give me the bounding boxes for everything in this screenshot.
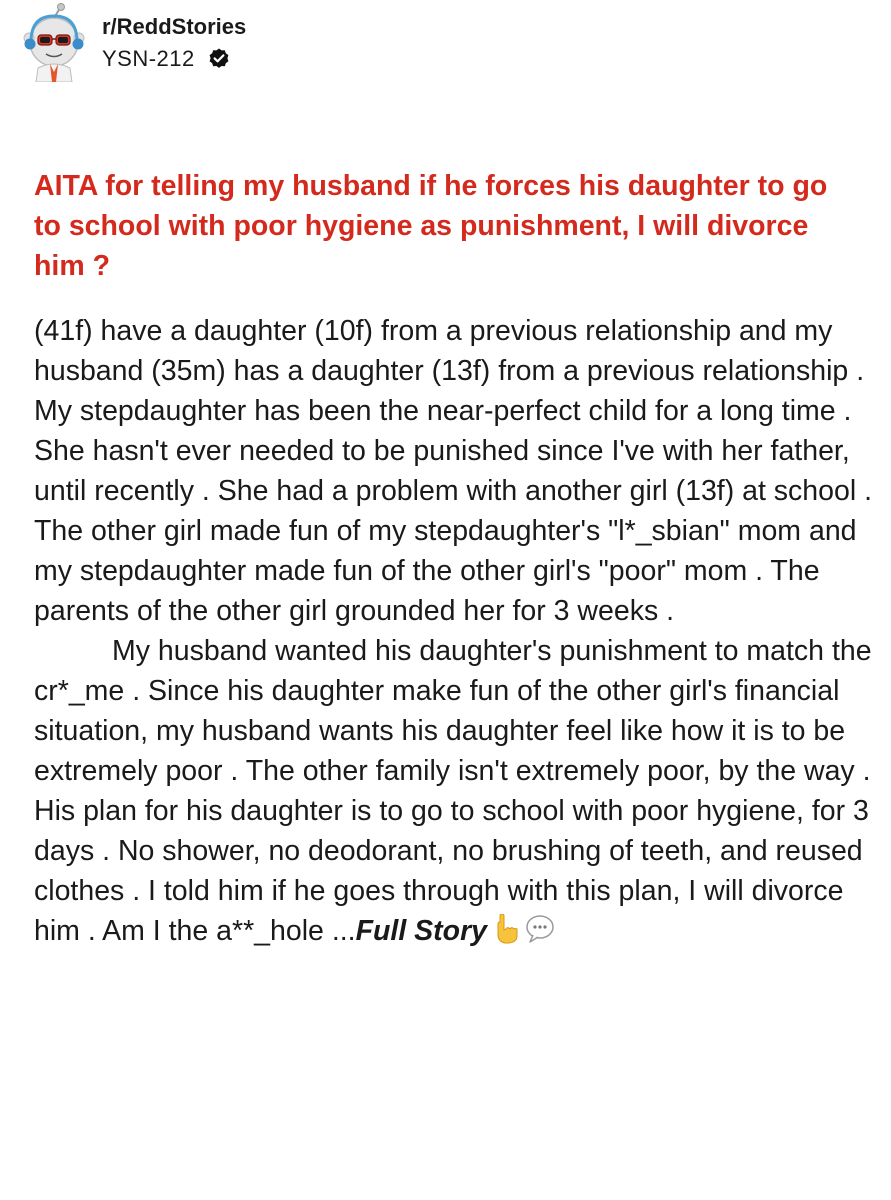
post-title: AITA for telling my husband if he forces his daughter to go to school with poor hygiene as punishment, I will divorce him ? xyxy=(34,170,828,282)
post-paragraph-2 xyxy=(34,631,882,951)
post-header xyxy=(14,2,246,90)
post-paragraph-1: (41f) have a daughter (10f) from a previous relationship and my husband (35m) has a daughter (13f) from a previous relationship . My stepdaughter has been the near-perfect child for a long time . She hasn't ever needed to be punished since I've with her father, until recently . She had a problem with another girl (13f) at school . The other girl made fun of my stepdaughter's "l*_sbian" mom and my stepdaughter made fun of the other girl's "poor" mom . The parents of the other girl grounded her for 3 weeks . xyxy=(34,315,873,627)
post-body xyxy=(34,311,882,951)
full-story-link[interactable]: Full Story xyxy=(355,915,488,947)
user-row xyxy=(102,46,246,72)
post-paragraph-2-text: My husband wanted his daughter's punishment to match the cr*_me . Since his daughter make fun of the other girl's financial situation, my husband wants his daughter feel like how it is to be extremely poor . The other family isn't extremely poor, by the way . His plan for his daughter is to go to school with poor hygiene, for 3 days . No shower, no deodorant, no brushing of teeth, and reused clothes . I told him if he goes through with this plan, I will divorce him . Am I the a**_hole ... xyxy=(34,635,872,947)
post-meta xyxy=(102,2,246,72)
verified-badge-icon xyxy=(207,47,231,71)
pointing-down-hand-icon xyxy=(493,914,519,944)
speech-bubble-icon xyxy=(525,914,555,944)
subreddit-name[interactable]: r/ReddStories xyxy=(102,14,247,39)
reddit-snoo-sunglasses-avatar-icon[interactable] xyxy=(14,2,94,82)
username[interactable]: YSN-212 xyxy=(102,46,195,71)
